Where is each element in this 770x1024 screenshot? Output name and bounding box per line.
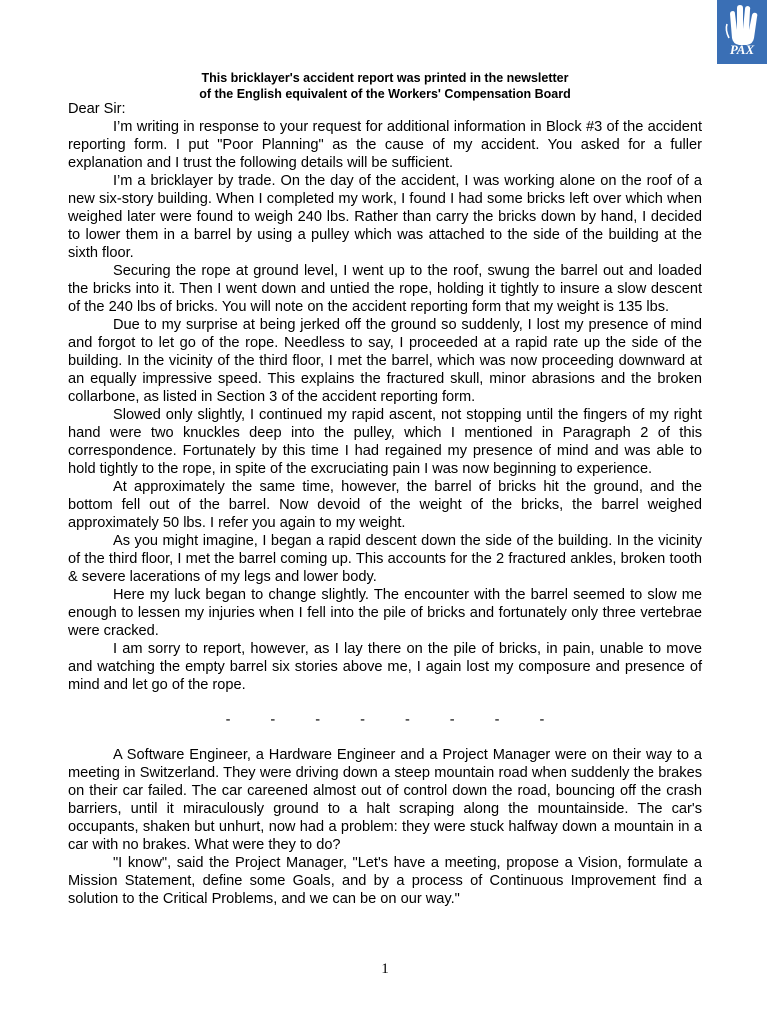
- joke-paragraph: "I know", said the Project Manager, "Let's have a meeting, propose a Vision, formulate a Mission Statement, define some Goals, and by a process of Continuous Improvement find a solution to the Critical Problems, and we can be on our way.": [68, 855, 702, 907]
- joke-paragraph: A Software Engineer, a Hardware Engineer and a Project Manager were on their way to a meeting in Switzerland. They were driving down a steep mountain road when suddenly the brakes on their car failed. The car careened almost out of control down the road, bouncing off the crash barriers, until it miraculously ground to a halt scraping along the mountainside. The car's occupants, shaken but unhurt, now had a problem: they were stuck halfway down a mountain in a car with no brakes. What were they to do?: [68, 747, 702, 853]
- letter-paragraph: Here my luck began to change slightly. The encounter with the barrel seemed to slow me enough to lessen my injuries when I fell into the pile of bricks and fortunately only three vertebrae were cracked.: [68, 587, 702, 639]
- letter-paragraph: I’m writing in response to your request for additional information in Block #3 of the accident reporting form. I put "Poor Planning" as the cause of my accident. You asked for a fuller explanation and I trust the following details will be sufficient.: [68, 119, 702, 171]
- document-body: [68, 100, 702, 908]
- separator-dash: -: [315, 712, 321, 728]
- pax-logo: [717, 0, 767, 64]
- letter-paragraph: Securing the rope at ground level, I went up to the roof, swung the barrel out and loaded the bricks into it. Then I went down and untied the rope, holding it tightly to insure a slow descent of the 240 lbs of bricks. You will note on the accident reporting form that my weight is 135 lbs.: [68, 263, 702, 315]
- separator-dash: -: [225, 712, 231, 728]
- letter-paragraph: At approximately the same time, however, the barrel of bricks hit the ground, and the bottom fell out of the barrel. Now devoid of the weight of the bricks, the barrel weighed approximately 50 lbs. I refer you again to my weight.: [68, 479, 702, 531]
- logo-text: PAX: [729, 42, 755, 57]
- letter-paragraph: I am sorry to report, however, as I lay there on the pile of bricks, in pain, unable to move and watching the empty barrel six stories above me, I again lost my composure and presence of mind and let go of the rope.: [68, 641, 702, 693]
- salutation: Dear Sir:: [68, 101, 126, 117]
- letter-paragraph: I’m a bricklayer by trade. On the day of the accident, I was working alone on the roof of a new six-story building. When I completed my work, I found I had some bricks left over which when weighed later were found to weigh 240 lbs. Rather than carry the bricks down by hand, I decided to lower them in a barrel by using a pulley which was attached to the side of the building at the sixth floor.: [68, 173, 702, 261]
- letter-paragraph: Due to my surprise at being jerked off the ground so suddenly, I lost my presence of mind and forgot to let go of the rope. Needless to say, I proceeded at a rapid rate up the side of the building. In the vicinity of the third floor, I met the barrel, which was now proceeding downward at an equally impressive speed. This explains the fractured skull, minor abrasions and the broken collarbone, as listed in Section 3 of the accident reporting form.: [68, 317, 702, 405]
- heading-line-2: of the English equivalent of the Workers' Compensation Board: [199, 87, 571, 101]
- separator-dash: -: [449, 712, 455, 728]
- separator-dash: -: [404, 712, 410, 728]
- separator-dash: -: [494, 712, 500, 728]
- letter-paragraph: Slowed only slightly, I continued my rapid ascent, not stopping until the fingers of my right hand were two knuckles deep into the pulley, which I mentioned in Paragraph 2 of this correspondence. Fortunately by this time I had regained my presence of mind and was able to hold tightly to the rope, in spite of the excruciating pain I was now beginning to experience.: [68, 407, 702, 477]
- newsletter-heading: [0, 70, 770, 102]
- section-separator: [68, 711, 702, 729]
- separator-dash: -: [539, 712, 545, 728]
- letter-paragraph: As you might imagine, I began a rapid descent down the side of the building. In the vicinity of the third floor, I met the barrel coming up. This accounts for the 2 fractured ankles, broken tooth & severe lacerations of my legs and lower body.: [68, 533, 702, 585]
- page-number: 1: [381, 961, 389, 977]
- separator-dash: -: [270, 712, 276, 728]
- separator-dash: -: [360, 712, 365, 728]
- heading-line-1: This bricklayer's accident report was printed in the newsletter: [201, 71, 569, 85]
